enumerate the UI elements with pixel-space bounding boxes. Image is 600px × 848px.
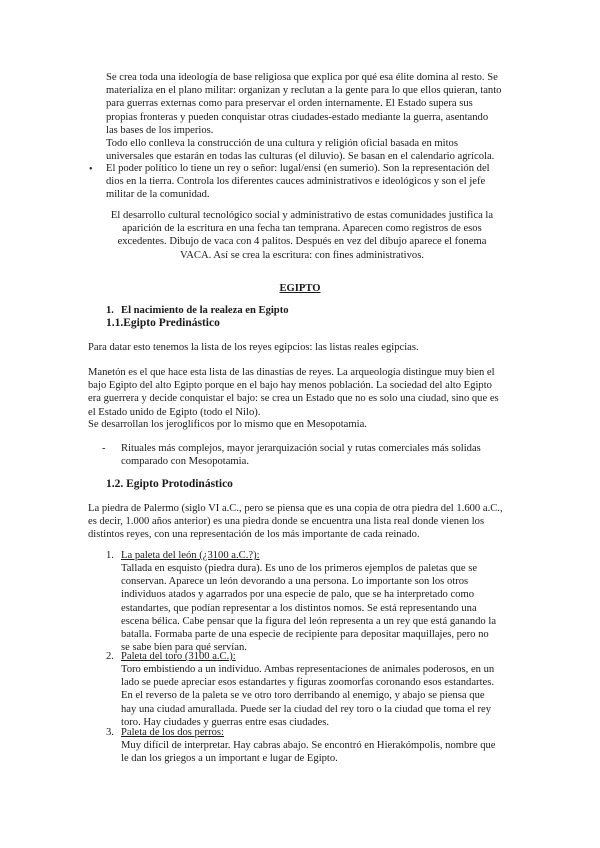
bullet-paragraph — [106, 162, 514, 202]
text-line: Toro embistiendo a un individuo. Ambas representaciones de animales poderosos, en un — [121, 664, 495, 675]
text-line: aparición de la escritura en una fecha tan temprana. Aparecen como registros de esos — [122, 223, 482, 235]
section-1-title: El nacimiento de la realeza en Egipto — [121, 305, 289, 316]
text-line: En el reverso de la paleta se ve otro toro derribando al enemigo, y abajo se piensa que — [121, 690, 485, 702]
text-line: Se crea toda una ideología de base religiosa que explica por qué esa élite domina al resto. Se — [106, 72, 498, 83]
text-line: El poder político lo tiene un rey o señor: lugal/ensi (en sumerio). Son la representación del — [106, 163, 490, 174]
list-item-body — [121, 739, 516, 765]
text-line: batalla. Formaba parte de una especie de recipiente para depositar maquillajes, pero no — [121, 629, 489, 641]
text-line: propias fronteras y pueden conquistar otras ciudades-estado mediante la guerra, asentando — [106, 111, 489, 123]
text-line: materializa en el plano militar: organizan y reclutan a la gente para lo que ellos quieran, tanto — [106, 85, 502, 97]
text-line: VACA. Así se crea la escritura: con fines administrativos. — [180, 249, 424, 261]
text-line: Rituales más complejos, mayor jerarquización social y rutas comerciales más solidas — [121, 443, 481, 454]
text-line: Para datar esto tenemos la lista de los reyes egipcios: las listas reales egipcias. — [88, 342, 419, 353]
text-line: individuos atados y agarrados por una especie de palo, que se ha interpretado como — [121, 589, 475, 601]
text-line: Se desarrollan los jeroglíficos por lo mismo que en Mesopotamia. — [88, 419, 367, 430]
centered-paragraph — [88, 209, 516, 262]
list-item-title: Paleta del toro (3100 a.C.): — [121, 651, 236, 662]
section-1-number: 1. — [106, 305, 114, 316]
text-line: dios en la tierra. Controla los diferentes cauces administrativos e ideológicos y son el jefe — [106, 176, 486, 188]
text-line: comparado con Mesopotamia. — [121, 456, 249, 468]
paragraph-jeroglificos — [88, 418, 516, 431]
text-line: escena bélica. Cabe pensar que la figura del león representa a un rey que está ganando la — [121, 615, 497, 627]
list-item-number: 2. — [106, 651, 114, 662]
paragraph-reyes — [88, 341, 516, 354]
text-line: las bases de los imperios. — [106, 124, 214, 136]
paragraph-palermo — [88, 502, 516, 542]
text-line: distintos reyes, con una representación de los más importante de cada reinado. — [88, 529, 420, 541]
text-line: le dan los griegos a un important e lugar de Egipto. — [121, 753, 338, 765]
text-line: La piedra de Palermo (siglo VI a.C., pero se piensa que es una copia de otra piedra del 1.600 a.C., — [88, 503, 503, 514]
text-line: estandartes, que podían representar a los distintos nomos. Se está representando una — [121, 602, 477, 614]
text-line: bajo Egipto del alto Egipto porque en el bajo hay menos población. La sociedad del alto Egipto — [88, 380, 492, 392]
paragraph-maneton — [88, 366, 516, 419]
bullet-marker: • — [89, 164, 93, 175]
text-line: es decir, 1.000 años anterior) es una piedra donde se encuentra una lista real donde vienen los — [88, 516, 485, 528]
dash-paragraph — [121, 442, 516, 468]
text-line: para guerras externas como para preservar el orden internamente. El Estado supera sus — [106, 98, 473, 110]
dash-marker: - — [102, 443, 106, 454]
intro-paragraph — [106, 71, 514, 163]
text-line: Muy difícil de interpretar. Hay cabras abajo. Se encontró en Hierakómpolis, nombre que — [121, 740, 496, 751]
text-line: Todo ello conlleva la construcción de una cultura y religión oficial basada en mitos — [106, 138, 458, 150]
text-line: se sabe bien para qué servían. — [121, 642, 247, 654]
text-line: universales que estarán en todas las culturas (el diluvio). Se basan en el calendario agrícola. — [106, 151, 495, 163]
text-line: militar de la comunidad. — [106, 189, 210, 201]
text-line: Manetón es el que hace esta lista de las dinastías de reyes. La arqueología distingue muy bien el — [88, 367, 495, 378]
text-line: el Estado unido de Egipto (todo el Nilo). — [88, 406, 261, 418]
list-item-number: 3. — [106, 727, 114, 738]
list-item-title: La paleta del león (¿3100 a.C.?): — [121, 550, 260, 561]
text-line: Tallada en esquisto (piedra dura). Es uno de los primeros ejemplos de paletas que se — [121, 563, 478, 574]
list-item-number: 1. — [106, 550, 114, 561]
text-line: hay una ciudad amurallada. Puede ser la ciudad del rey toro o la ciudad que toma el rey — [121, 703, 492, 715]
list-item-body — [121, 663, 516, 729]
text-line: conservan. Aparece un león devorando a una persona. Lo importante son los otros — [121, 576, 469, 588]
section-1-2-title: 1.2. Egipto Protodinástico — [106, 478, 233, 490]
section-1-1-title: 1.1.Egipto Predinástico — [106, 317, 220, 329]
text-line: El desarrollo cultural tecnológico social y administrativo de estas comunidades justifica la — [110, 210, 494, 221]
list-item-title: Paleta de los dos perros: — [121, 727, 224, 738]
section-title-egipto: EGIPTO — [279, 283, 321, 294]
text-line: lado se puede apreciar esos estandartes y figuras zoomorfas coronando esos estandartes. — [121, 677, 494, 689]
list-item-body — [121, 562, 516, 654]
text-line: era guerrera y decide conquistar el bajo: se crea un Estado que no es solo una ciudad, sino que es — [88, 393, 499, 405]
text-line: excedentes. Dibujo de vaca con 4 palitos. Después en vez del dibujo aparece el fonema — [117, 236, 487, 248]
text-line: toro. Hay ciudades y guerras entre esas ciudades. — [121, 716, 329, 728]
